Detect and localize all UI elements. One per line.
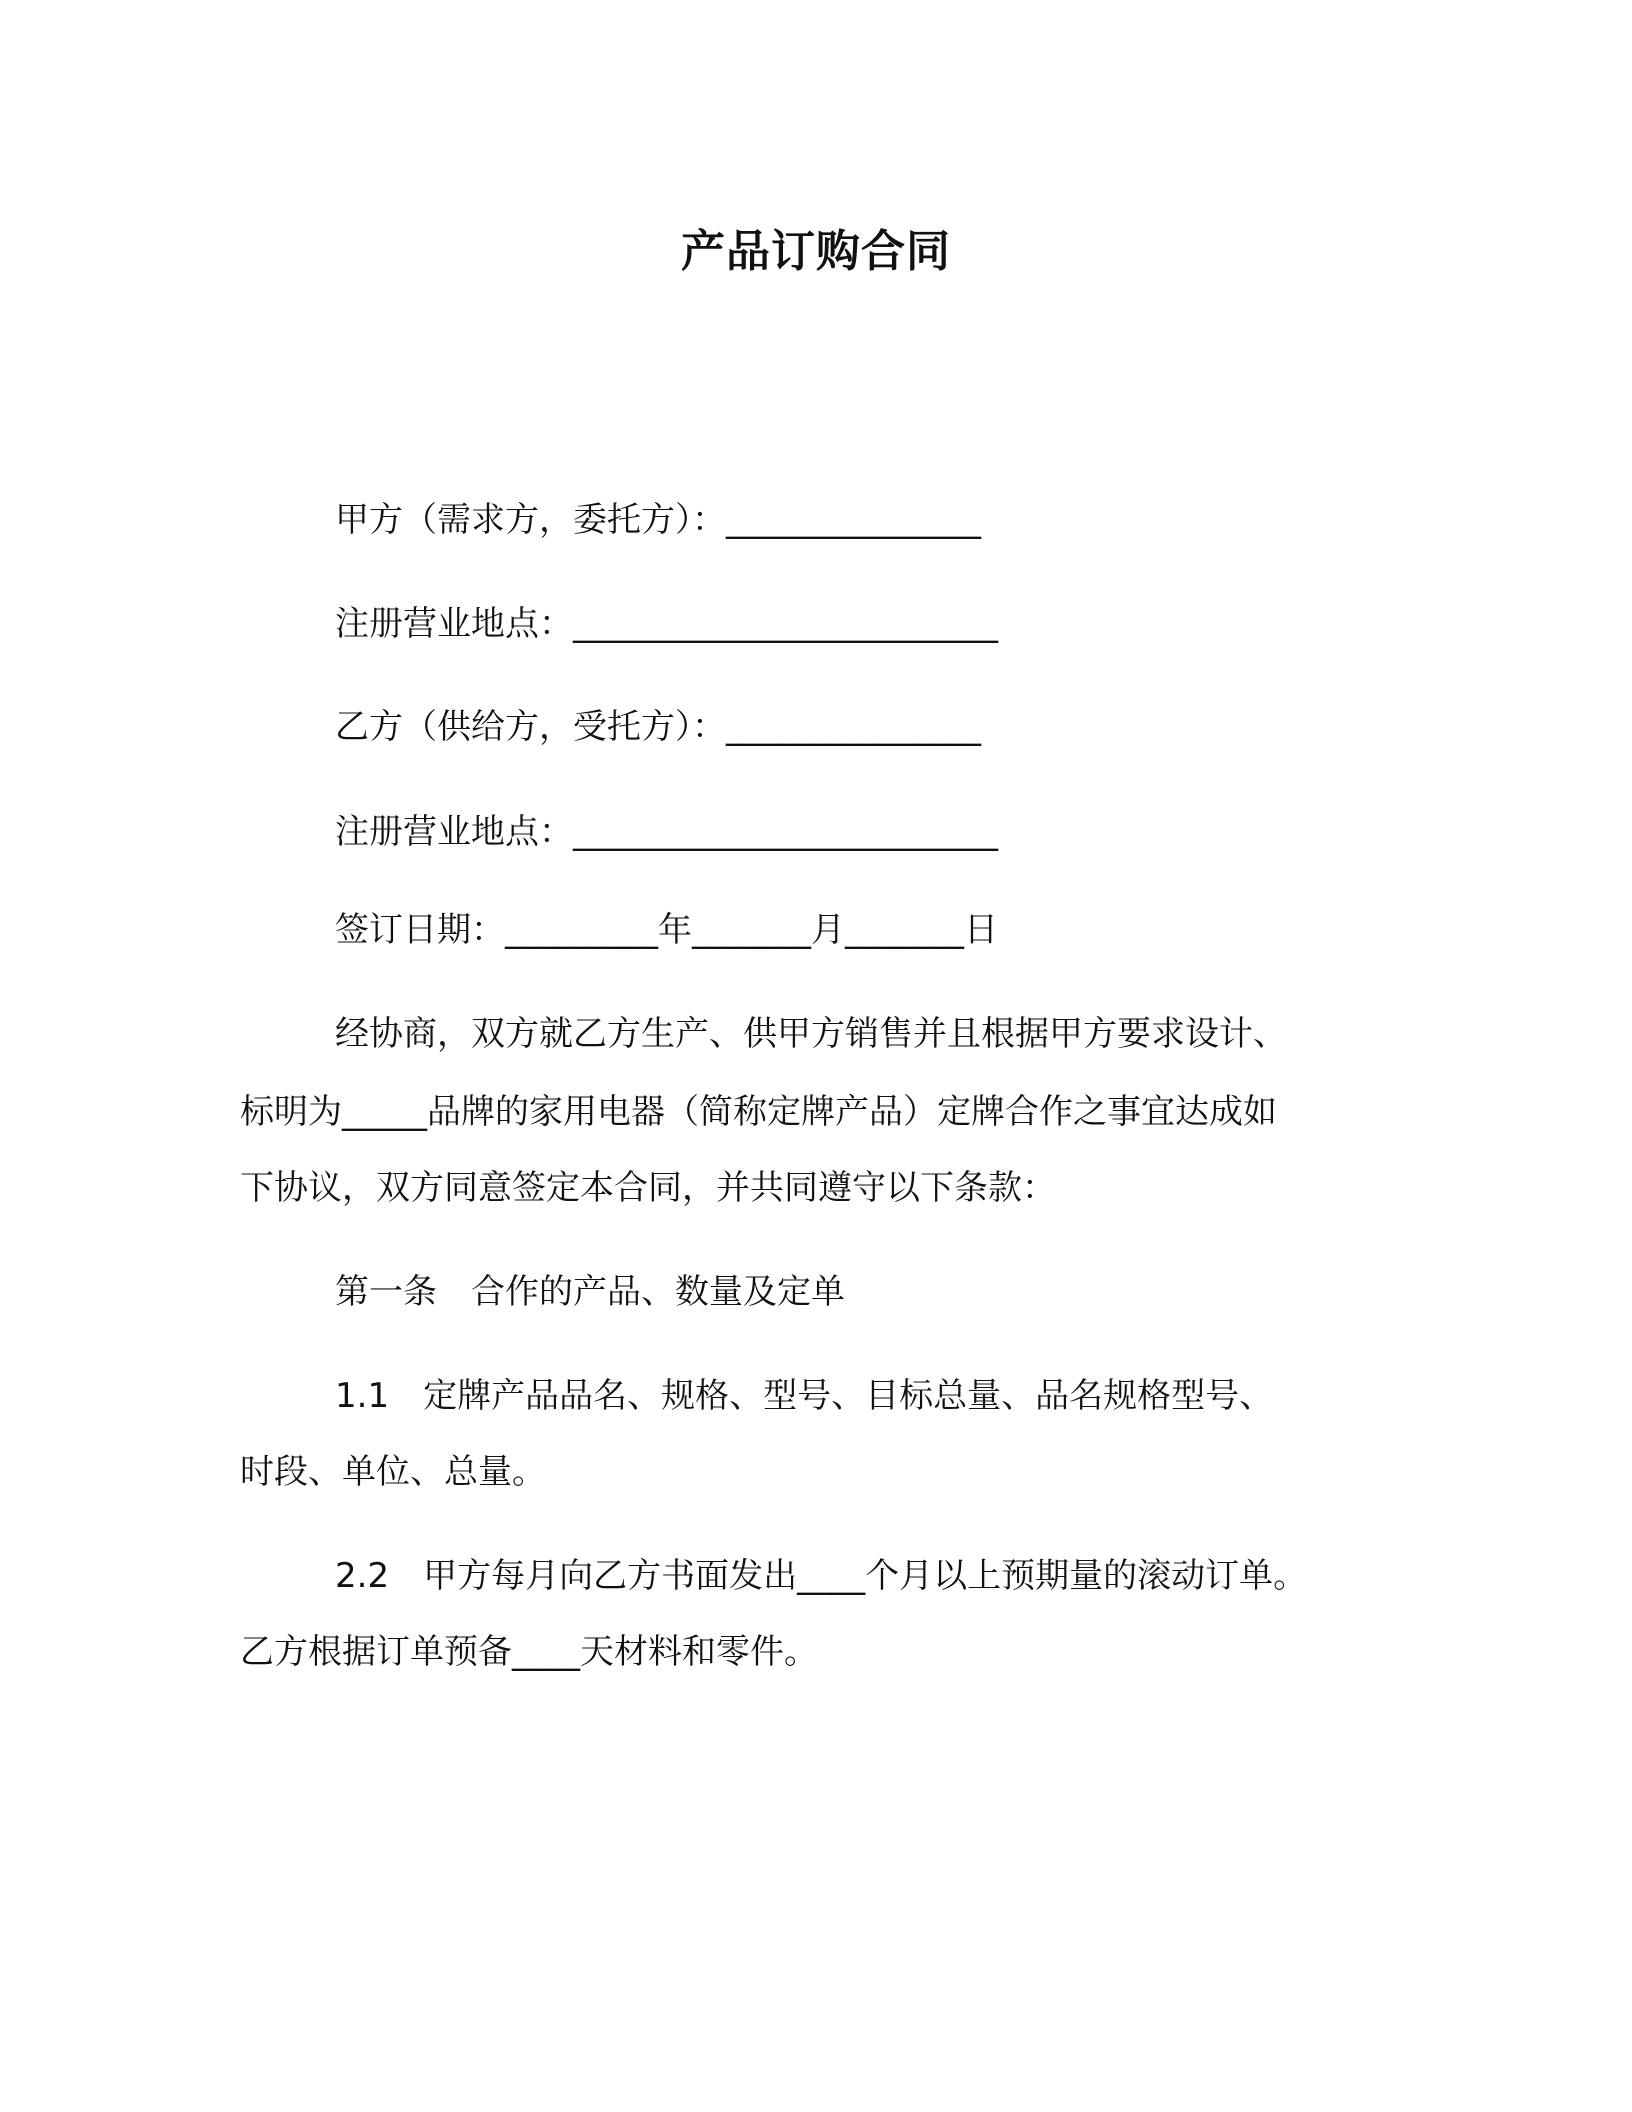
preamble-line-1: 经协商，双方就乙方生产、供甲方销售并且根据甲方要求设计、 [335,1014,1287,1054]
party-b-line: 乙方（供给方，受托方）：_______________ [335,707,981,747]
clause-2-2-line-2: 乙方根据订单预备____天材料和零件。 [240,1632,818,1672]
article-1-heading: 第一条 合作的产品、数量及定单 [335,1272,845,1312]
clause-1-1-line-2: 时段、单位、总量。 [240,1452,546,1492]
preamble-line-2: 标明为_____品牌的家用电器（简称定牌产品）定牌合作之事宜达成如 [240,1092,1277,1132]
party-a-line: 甲方（需求方，委托方）：_______________ [335,500,981,540]
document-title: 产品订购合同 [681,226,951,277]
party-a-address-line: 注册营业地点：_________________________ [335,604,998,644]
preamble-line-3: 下协议，双方同意签定本合同，并共同遵守以下条款： [240,1168,1056,1208]
clause-1-1-line-1: 1.1 定牌产品品名、规格、型号、目标总量、品名规格型号、 [335,1376,1274,1416]
clause-2-2-line-1: 2.2 甲方每月向乙方书面发出____个月以上预期量的滚动订单。 [335,1556,1308,1596]
party-b-address-line: 注册营业地点：_________________________ [335,812,998,852]
sign-date-line: 签订日期：_________年_______月_______日 [335,910,998,950]
